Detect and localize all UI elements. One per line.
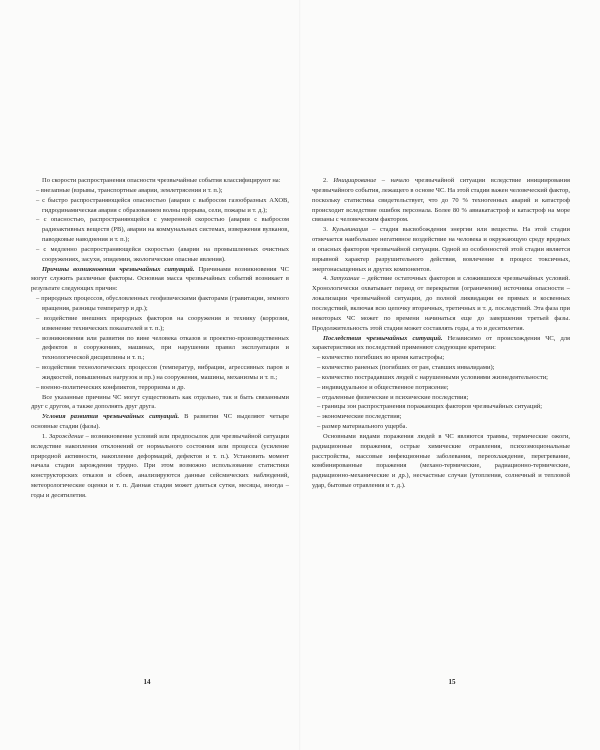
list-item: – экономические последствия; xyxy=(317,413,402,421)
list-item: – отдаленные физические и психические последствия; xyxy=(317,393,469,401)
consequences-text: Независимо от происхождения ЧС, для характеристики их последствий применяют следующие критерии: xyxy=(312,334,570,352)
damage-paragraph: Основными видами поражения людей в ЧС являются травмы, термические ожоги, радиационные поражения, острые химические отравления, психоэмоциональные расстройства, массовые инфекционные заболевания, переохлаждение, перегревание, комбинированные поражения (механо-термические, радиационно-термические, радиационно-механические и др.), несчастные случаи (утопления, солнечный и тепловой удар, бытовые отравления и т. д.). xyxy=(312,432,570,490)
list-item: – с опасностью, распространяющейся с умеренной скоростью (аварии с выбросом радиоактивных веществ (РВ), аварии на коммунальных системах, извержения вулканов, паводковые наводнения и т. п.); xyxy=(36,216,289,244)
page-number-right: 15 xyxy=(448,678,456,686)
list-item: – границы зон распространения поражающих факторов чрезвычайных ситуаций; xyxy=(317,403,543,411)
causes-text: Причинами возникновения ЧС могут служить различные факторы. Основная масса чрезвычайных событий возникает в результате следующих причин: xyxy=(31,265,289,293)
page-number-left: 14 xyxy=(143,678,151,686)
list-item: – воздействия технологических процессов (температур, вибрации, агрессивных паров и жидкостей, повышенных нагрузок и пр.) на сооружения, машины, механизмы и т. п.; xyxy=(36,364,289,381)
list-item: – количество пострадавших людей с нарушенными условиями жизнедеятельности; xyxy=(317,373,548,381)
list-item: – возникновения или развития по вине человека отказов и проектно-производственных дефектов в сооружениях, машинах, при нарушении правил эксплуатации и технологической дисциплины и т. п.; xyxy=(36,334,289,362)
list-item: – воздействие внешних природных факторов на сооружения и технику (коррозия, изменение технических показателей и т. п.); xyxy=(36,314,289,332)
list-item: – индивидуальное и общественное потрясение; xyxy=(317,383,449,391)
stage-4-number: 4. xyxy=(323,275,331,283)
consequences-paragraph xyxy=(312,334,570,354)
causes-summary: Все указанные причины ЧС могут существовать как отдельно, так и быть связанными друг с другом, а также дополнять друг друга. xyxy=(31,393,289,411)
stage-1-term: Зарождение xyxy=(49,432,84,440)
stage-1-number: 1. xyxy=(42,432,49,440)
book-gutter xyxy=(299,0,301,750)
right-page xyxy=(312,176,570,491)
list-item: – количество погибших во время катастрофы; xyxy=(317,354,445,362)
stage-1-text: – возникновение условий или предпосылок для чрезвычайной ситуации вследствие накопления отклонений от нормального состояния или процесса (усиление природной активности, накопление деформаций, дефектов и т. п.). Установить момент начала стадии зарождения трудно. При этом возможно использование статистики конструкторских отказов и сбоев, анализируются данные сейсмических наблюдений, метеорологические оценки и т. п. Данная стадия может длиться сутки, месяцы, иногда – годы и десятилетия. xyxy=(31,432,290,499)
stage-2-number: 2. xyxy=(323,177,334,184)
causes-paragraph xyxy=(31,265,289,295)
consequences-heading: Последствия чрезвычайных ситуаций. xyxy=(323,334,443,342)
stage-4-paragraph xyxy=(312,274,570,333)
list-item: – военно-политических конфликтов, терроризма и др. xyxy=(36,383,186,391)
list-item: – количество раненых (погибших от ран, ставших инвалидами); xyxy=(317,364,495,372)
stage-3-term: Кульминация xyxy=(332,226,369,234)
list-item: – природных процессов, обусловленных геофизическими факторами (гравитации, земного вращения, разницы температур и др.); xyxy=(36,295,289,312)
list-item: – размер материального ущерба. xyxy=(317,423,408,431)
causes-heading: Причины возникновения чрезвычайных ситуаций. xyxy=(42,265,195,273)
stage-2-term: Инициирование xyxy=(333,177,377,184)
list-item: – с медленно распространяющейся скоростью (аварии на промышленных очистных сооружениях, засухи, эпидемии, экологические опасные явления). xyxy=(36,245,289,263)
stage-2-text: – начало чрезвычайной ситуации вследствие инициирования чрезвычайного события, лежащего в основе ЧС. На этой стадии важен человеческий фактор, поскольку статистика свидетельствует, что до 70 % техногенных аварий и катастроф происходит вследствие ошибок персонала. Более 80 % авиакатастроф и катастроф на море связаны с человеческим фактором. xyxy=(312,177,570,224)
list-item: – с быстро распространяющейся опасностью (аварии с выбросом газообразных АХОВ, гидродинамическая авария с образованием волны прорыва, сели, пожары и т. д.); xyxy=(36,196,289,214)
speed-intro: По скорости распространения опасности чрезвычайные события классифицируют на: xyxy=(42,177,281,184)
stage-3-paragraph xyxy=(312,225,570,274)
list-item: – внезапные (взрывы, транспортные аварии, землетрясения и т. п.); xyxy=(36,186,223,194)
conditions-paragraph xyxy=(31,412,289,432)
stage-3-text: – стадия высвобождения энергии или вещества. На этой стадии отмечается наибольшее негативное воздействие на человека и окружающую среду вредных и опасных факторов чрезвычайной ситуации. Одной из особенностей этой стадии является взрывной характер разрушительного действия, вовлечение в процесс токсичных, энергонасыщенных и других компонентов. xyxy=(312,226,570,273)
stage-4-text: – действие остаточных факторов и сложившихся чрезвычайных условий. Хронологически охватывает период от перекрытия (ограничения) источника опасности – локализации чрезвычайной ситуации, до полной ликвидации ее прямых и косвенных последствий, включая всю цепочку вторичных, третичных и т. д. последствий. Эта фаза при некоторых ЧС может по времени начинаться еще до завершения третьей фазы. Продолжительность этой стадии может составлять годы, а то и десятилетия. xyxy=(312,275,571,332)
stage-2-paragraph xyxy=(312,176,570,225)
conditions-heading: Условия развития чрезвычайных ситуаций. xyxy=(42,413,180,421)
conditions-text: В развитии ЧС выделяют четыре основные стадии (фазы). xyxy=(31,413,290,431)
stage-3-number: 3. xyxy=(323,226,333,234)
stage-4-term: Затухание xyxy=(330,275,360,283)
stage-1-paragraph xyxy=(31,432,289,501)
left-page xyxy=(31,176,289,501)
